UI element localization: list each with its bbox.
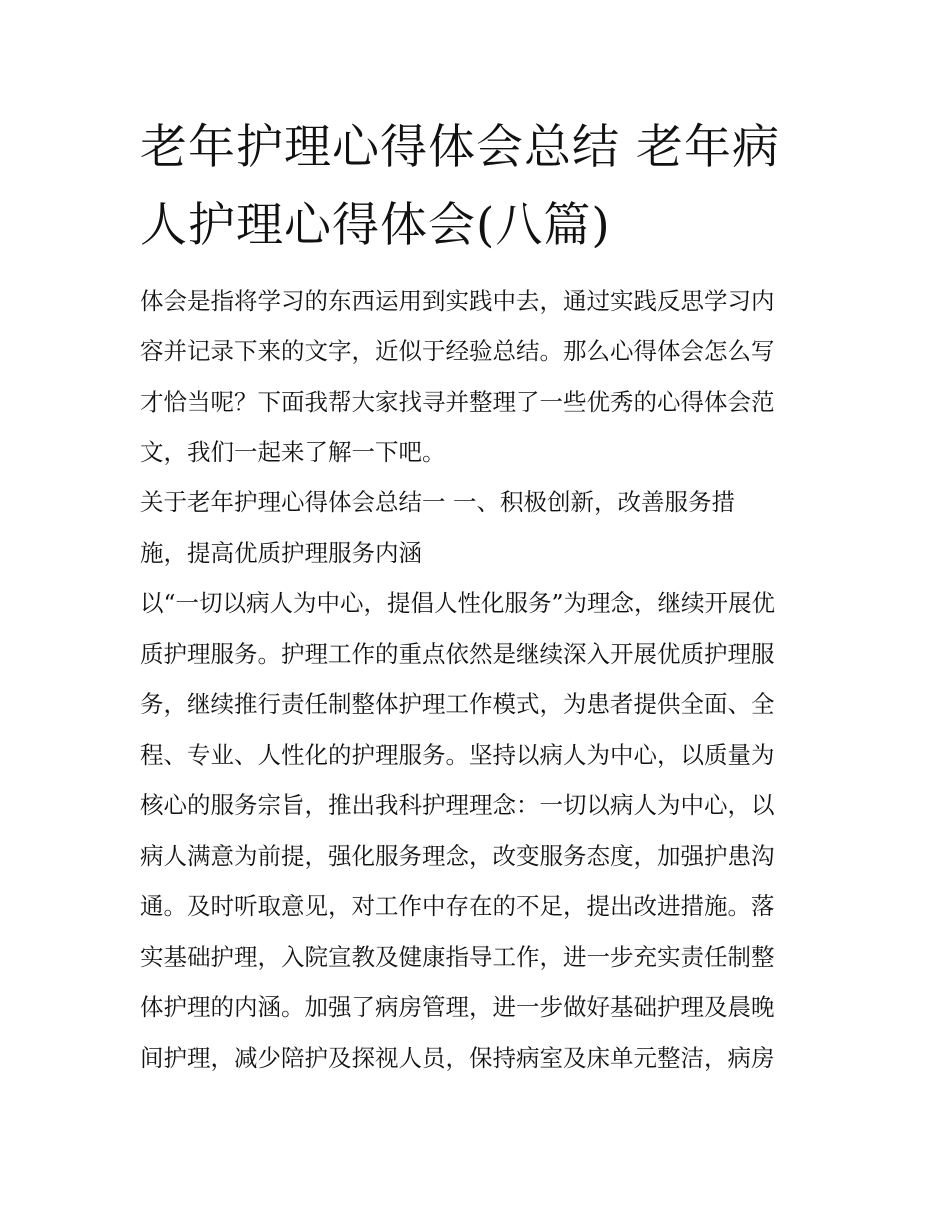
body-text-line: 实基础护理，入院宣教及健康指导工作，进一步充实责任制整 [140,943,775,971]
body-text-line: 核心的服务宗旨，推出我科护理理念：一切以病人为中心，以 [140,791,775,819]
body-text-line: 质护理服务。护理工作的重点依然是继续深入开展优质护理服 [140,640,775,668]
body-text-line: 通。及时听取意见，对工作中存在的不足，提出改进措施。落 [140,892,775,920]
body-text-line: 病人满意为前提，强化服务理念，改变服务态度，加强护患沟 [140,842,775,870]
body-text-line: 体护理的内涵。加强了病房管理，进一步做好基础护理及晨晚 [140,993,775,1021]
body-text-line: 容并记录下来的文字，近似于经验总结。那么心得体会怎么写 [140,337,775,365]
section-heading-line: 施，提高优质护理服务内涵 [140,539,422,567]
document-title-line-1: 老年护理心得体会总结 老年病 [140,120,780,175]
body-text-line: 以“一切以病人为中心，提倡人性化服务”为理念，继续开展优 [140,589,776,617]
document-title-line-2: 人护理心得体会(八篇) [140,198,611,253]
body-text-line: 程、专业、人性化的护理服务。坚持以病人为中心，以质量为 [140,741,775,769]
section-heading-line: 关于老年护理心得体会总结一 一、积极创新，改善服务措 [140,488,735,516]
body-text-line: 体会是指将学习的东西运用到实践中去，通过实践反思学习内 [140,287,775,315]
body-text-line: 务，继续推行责任制整体护理工作模式，为患者提供全面、全 [140,690,775,718]
body-text-line: 间护理，减少陪护及探视人员，保持病室及床单元整洁，病房 [140,1044,775,1072]
body-text-line: 才恰当呢？下面我帮大家找寻并整理了一些优秀的心得体会范 [140,388,775,416]
body-text-line: 文，我们一起来了解一下吧。 [140,438,446,466]
